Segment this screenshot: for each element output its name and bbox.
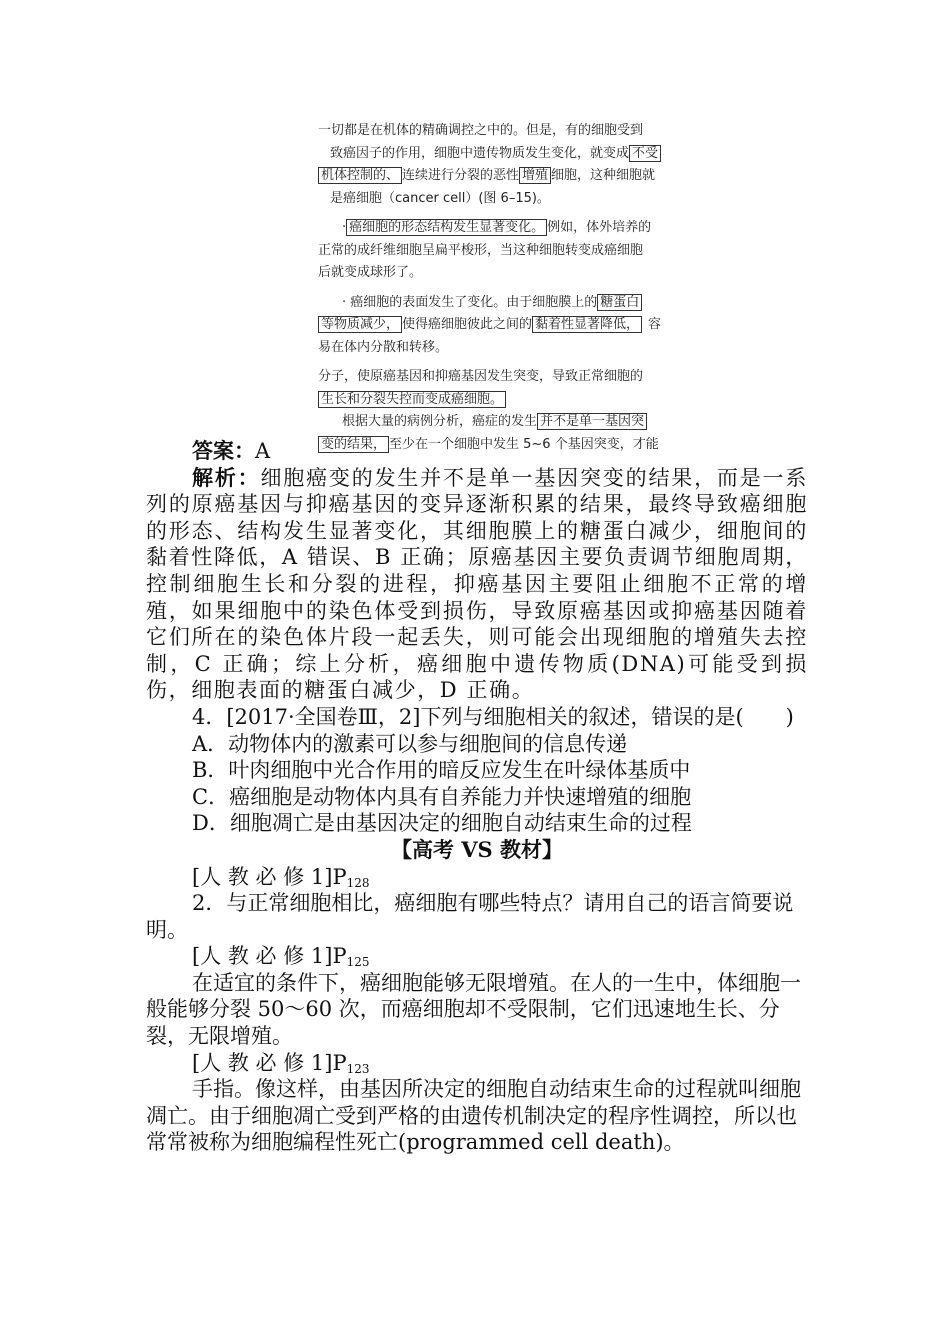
- reference-label: [人 教 必 修 $1]P_{123}$: [192, 1050, 370, 1076]
- option-a: A．动物体内的激素可以参与细胞间的信息传递: [192, 731, 628, 756]
- excerpt-paragraph-5: 根据大量的病例分析，癌症的发生 并不是单一基因突 变的结果， 至少在一个细胞中发生 5~6 个基因突变，才能: [318, 411, 668, 456]
- reference-text: 在适宜的条件下，癌细胞能够无限增殖。在人的一生中，体细胞一般能够分裂 50～60 次，而癌细胞却不受限制，它们迅速地生长、分裂，无限增殖。: [146, 970, 801, 1049]
- reference-text: 手指。像这样，由基因所决定的细胞自动结束生命的过程就叫细胞凋亡。由于细胞凋亡受到严格的由遗传机制决定的程序性调控，所以也常常被称为细胞编程性死亡(programmed cell death)。: [146, 1077, 801, 1155]
- option-c: C．癌细胞是动物体内具有自养能力并快速增殖的细胞: [192, 784, 692, 809]
- reference-label: [人 教 必 修 $1]P_{128}$: [192, 864, 370, 890]
- answer-line: 答案：A: [192, 438, 271, 463]
- question-stem: 4．[2017·全国卷Ⅲ，2]下列与细胞相关的叙述，错误的是( ): [192, 704, 794, 729]
- analysis-paragraph: 解析：细胞癌变的发生并不是单一基因突变的结果，而是一系列的原癌基因与抑癌基因的变异逐渐积累的结果，最终导致癌细胞的形态、结构发生显著变化，其细胞膜上的糖蛋白减少，细胞间的黏着性降低，A 错误、B 正确；原癌基因主要负责调节细胞周期，控制细胞生长和分裂的进程，抑癌基因主要阻止细胞不正常的增殖，如果细胞中的染色体受到损伤，导致原癌基因或抑癌基因随着它们所在的染色体片段一起丢失，则可能会出现细胞的增殖失去控制，C 正确；综上分析，癌细胞中遗传物质(DNA)可能受到损伤，细胞表面的糖蛋白减少，D 正确。: [146, 464, 808, 703]
- reference-label: [人 教 必 修 $1]P_{125}$: [192, 944, 370, 970]
- excerpt-paragraph-1: 一切都是在机体的精确调控之中的。但是，有的细胞受到 致癌因子的作用，细胞中遗传物质发生变化，就变成 不受 机体控制的、 连续进行分裂的恶性 增殖 细胞，这种细胞就 是癌细胞（cancer cell）(图 6–15)。: [318, 120, 668, 210]
- excerpt-paragraph-4: 分子，使原癌基因和抑癌基因发生突变，导致正常细胞的 生长和分裂失控而变成癌细胞。: [318, 369, 644, 407]
- main-text: [146, 438, 808, 1156]
- textbook-excerpt-image: [318, 120, 668, 452]
- option-b: B．叶肉细胞中光合作用的暗反应发生在叶绿体基质中: [192, 758, 691, 783]
- excerpt-paragraph-2: · 癌细胞的形态结构发生显著变化。 例如，体外培养的 正常的成纤维细胞呈扁平梭形，当这种细胞转变成癌细胞 后就变成球形了。: [318, 220, 652, 280]
- reference-text: 2．与正常细胞相比，癌细胞有哪些特点？请用自己的语言简要说明。: [146, 891, 794, 942]
- option-d: D．细胞凋亡是由基因决定的细胞自动结束生命的过程: [192, 811, 692, 836]
- excerpt-paragraph-3: · 癌细胞的表面发生了变化。由于细胞膜上的 糖蛋白 等物质减少， 使得癌细胞彼此之间的 黏着性显著降低， 容 易在体内分散和转移。: [318, 294, 662, 355]
- section-title: 【高考 VS 教材】: [390, 836, 564, 862]
